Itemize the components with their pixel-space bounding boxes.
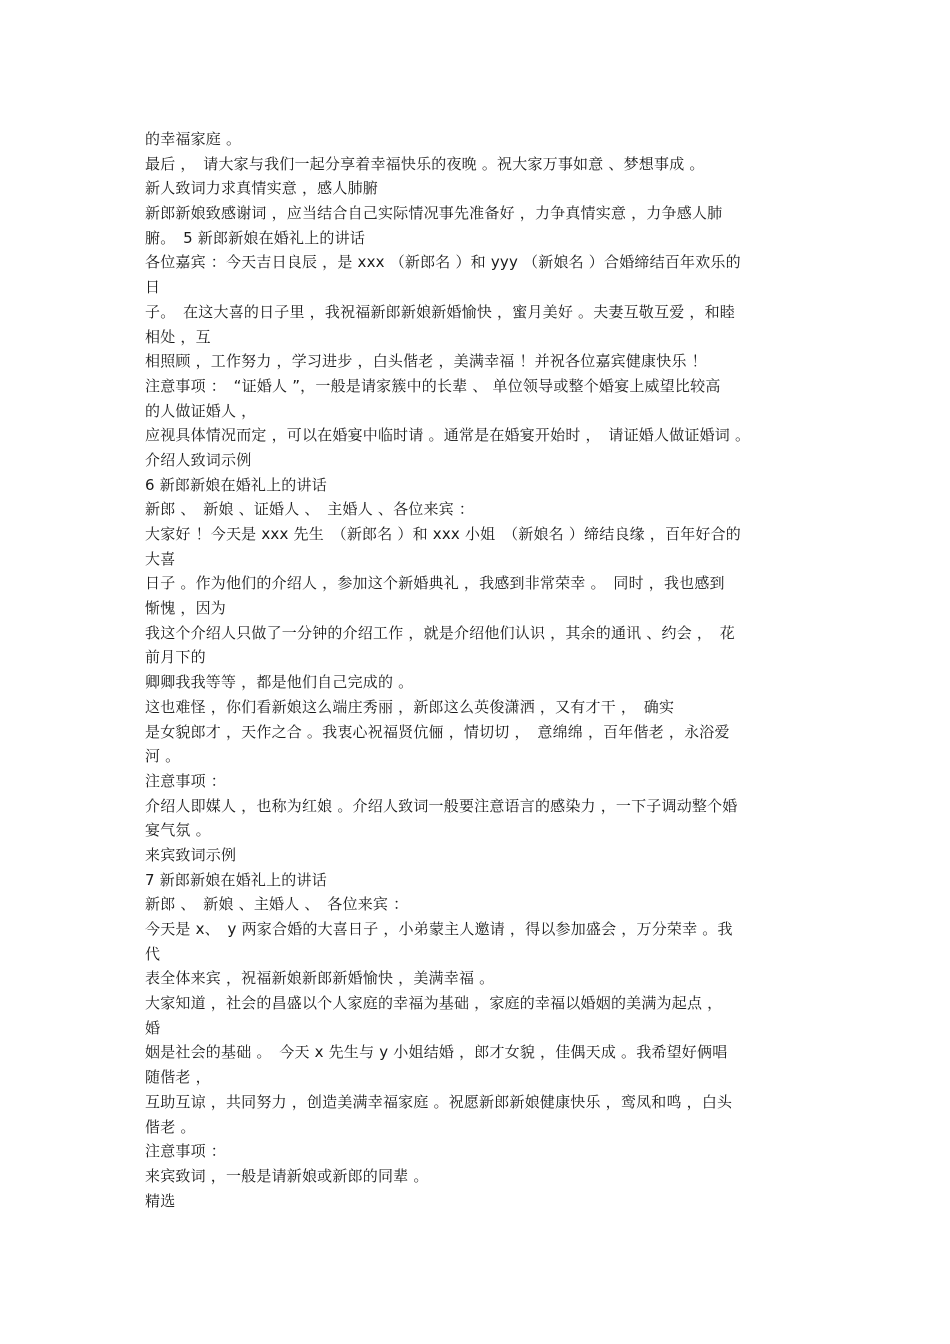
- text-line: 偕老 。: [145, 1117, 196, 1136]
- text-line: 新郎 、 新娘 、证婚人 、 主婚人 、各位来宾 ：: [145, 500, 475, 519]
- text-line: 卿卿我我等等 ，都是他们自己完成的 。: [145, 673, 414, 692]
- text-line: 注意事项 ： “证婚人 ”，一般是请家簇中的长辈 、 单位领导或整个婚宴上威望比较高: [145, 376, 721, 395]
- text-line: 注意事项 ：: [145, 771, 226, 790]
- text-line: 新郎 、 新娘 、主婚人 、 各位来宾 ：: [145, 895, 409, 914]
- text-line: 介绍人致词示例: [145, 450, 252, 469]
- text-line: 惭愧 ，因为: [145, 599, 226, 618]
- text-line: 各位嘉宾 ：今天吉日良辰 ，是 xxx （新郎名 ）和 yyy （新娘名 ）合婚缔结百年欢乐的: [145, 253, 741, 272]
- text-line: 我这个介绍人只做了一分钟的介绍工作 ，就是介绍他们认识 ，其余的通讯 、约会 ， 花: [145, 623, 735, 642]
- text-line: 是女貌郎才 ，天作之合 。我衷心祝福贤伉俪 ，情切切 ， 意绵绵 ，百年偕老 ，永浴爱: [145, 722, 730, 741]
- text-line: 今天是 x、 y 两家合婚的大喜日子 ，小弟蒙主人邀请 ，得以参加盛会 ，万分荣幸 。我: [145, 920, 733, 938]
- text-line: 介绍人即媒人 ，也称为红娘 。介绍人致词一般要注意语言的感染力 ，一下子调动整个婚: [145, 796, 738, 815]
- text-line: 日: [145, 278, 161, 297]
- text-line: 腑。 5 新郎新娘在婚礼上的讲话: [145, 228, 366, 247]
- text-line: 这也难怪 ，你们看新娘这么端庄秀丽 ，新郎这么英俊潇洒 ，又有才干 ， 确实: [145, 697, 675, 716]
- text-line: 6 新郎新娘在婚礼上的讲话: [145, 475, 327, 494]
- text-line: 最后 ， 请大家与我们一起分享着幸福快乐的夜晚 。祝大家万事如意 、梦想事成 。: [145, 154, 705, 173]
- text-line: 前月下的: [145, 648, 206, 667]
- text-line: 注意事项 ：: [145, 1142, 226, 1161]
- text-line: 7 新郎新娘在婚礼上的讲话: [145, 870, 327, 889]
- text-line: 日子 。作为他们的介绍人 ，参加这个新婚典礼 ，我感到非常荣幸 。 同时 ，我也感到: [145, 574, 725, 593]
- text-line: 应视具体情况而定 ，可以在婚宴中临时请 。通常是在婚宴开始时 ， 请证婚人做证婚词 。: [145, 426, 751, 445]
- text-line: 宴气氛 。: [145, 821, 211, 840]
- text-line: 相处 ，互: [145, 327, 211, 346]
- text-line: 大家好 ！今天是 xxx 先生 （新郎名 ）和 xxx 小姐 （新娘名 ）缔结良缘 ，百年好合的: [145, 525, 742, 543]
- text-line: 表全体来宾 ，祝福新娘新郎新婚愉快 ，美满幸福 。: [145, 969, 495, 988]
- text-line: 相照顾 ，工作努力 ，学习进步 ，白头偕老 ，美满幸福 ！并祝各位嘉宾健康快乐 ！: [145, 352, 707, 371]
- text-line: 新人致词力求真情实意 ，感人肺腑: [145, 179, 378, 198]
- text-line: 大家知道 ，社会的昌盛以个人家庭的幸福为基础 ，家庭的幸福以婚姻的美满为起点 ，: [145, 994, 723, 1013]
- text-line: 子。 在这大喜的日子里 ，我祝福新郎新娘新婚愉快 ，蜜月美好 。夫妻互敬互爱 ，和睦: [145, 302, 735, 321]
- text-line: 河 。: [145, 747, 181, 766]
- document-body: [145, 127, 825, 1213]
- text-line: 来宾致词示例: [145, 845, 237, 864]
- text-line: 姻是社会的基础 。 今天 x 先生与 y 小姐结婚 ，郎才女貌 ，佳偶天成 。我希望好俩唱: [145, 1043, 728, 1062]
- text-line: 代: [145, 944, 161, 963]
- text-line: 的幸福家庭 。: [145, 130, 242, 148]
- text-line: 大喜: [145, 549, 176, 568]
- text-line: 来宾致词 ，一般是请新娘或新郎的同辈 。: [145, 1166, 429, 1185]
- text-line: 婚: [145, 1018, 161, 1037]
- text-line: 新郎新娘致感谢词 ，应当结合自己实际情况事先准备好 ，力争真情实意 ，力争感人肺: [145, 204, 723, 223]
- text-line: 随偕老 ，: [145, 1068, 211, 1087]
- text-line: 的人做证婚人 ，: [145, 401, 257, 420]
- text-line: 互助互谅 ，共同努力 ，创造美满幸福家庭 。祝愿新郎新娘健康快乐 ，鸾凤和鸣 ，白头: [145, 1092, 733, 1111]
- text-line: 精选: [145, 1191, 176, 1210]
